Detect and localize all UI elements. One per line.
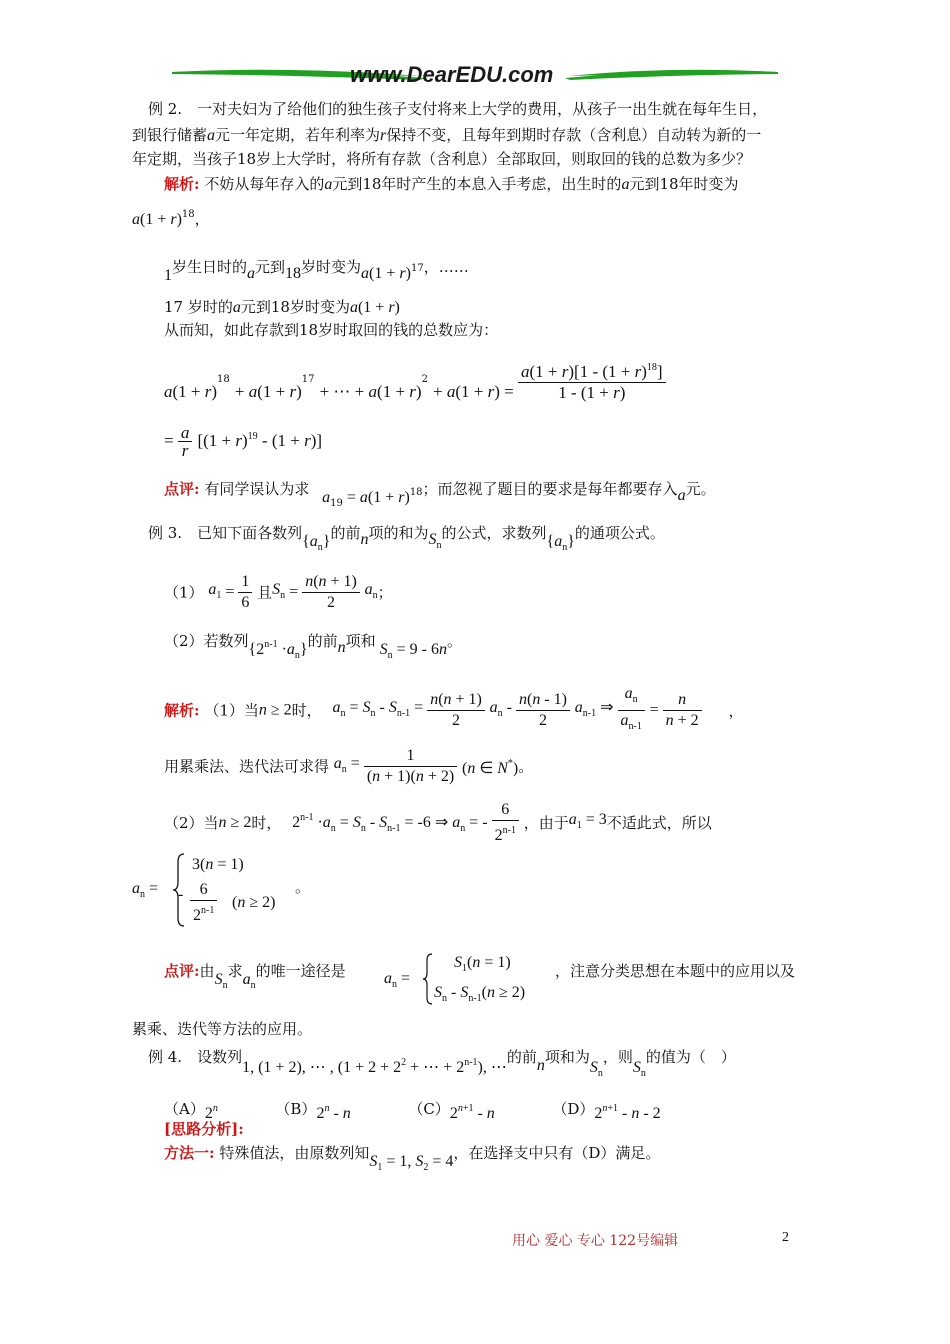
ex3-p2-c: 项和 xyxy=(345,632,376,650)
ex3-line1-d: 的公式，求数列 xyxy=(441,524,547,542)
ex3-line1: 例 3. 已知下面各数列$\{a_n\}$的前n项的和为$S_n$的公式，求数列$\{a_n\}$的通项公式。 xyxy=(148,524,665,553)
ex2-line-b2: 元到 xyxy=(255,258,286,276)
ex2-conclude: 从而知，如此存款到18岁时取回的钱的总数应为： xyxy=(164,321,499,339)
var-r: r xyxy=(380,127,387,144)
header-logo xyxy=(170,58,780,94)
var-a: a xyxy=(207,127,216,144)
ex2-line17-b: 元到18岁时变为 xyxy=(240,298,350,316)
ex3-dianping-d: ，注意分类思想在本题中的应用以及 xyxy=(555,962,796,980)
sum-result: = $\frac{a}{r}$ $[(1 + r)^{19} - (1 + r)]$ xyxy=(164,423,323,460)
ex2-jiexi-a: 不妨从每年存入的 xyxy=(204,175,325,193)
ellipsis: ，…… xyxy=(423,258,469,276)
ex2-jiexi: 解析: 不妨从每年存入的a元到18年时产生的本息入手考虑，出生时的a元到18年时变为 xyxy=(164,175,739,193)
ex3-p2-sol-a: （2）当 xyxy=(164,814,219,832)
method1-b: ，在选择支中只有（D）满足。 xyxy=(453,1144,661,1162)
ex3-line1-a: 例 3. 已知下面各数列 xyxy=(148,524,303,542)
footer-text: 用心 爱心 专心 122号编辑 xyxy=(512,1233,679,1249)
ex4-options: （A）2$^n$ （B）2$^n$ - n $(C)2^{n+1}$ - n $(D)2^{n+1}$ - n - 2 xyxy=(164,1100,661,1122)
logo-text: www.DearEDU.com xyxy=(350,62,554,87)
analysis-label: [思路分析]: xyxy=(164,1120,244,1138)
ex2-line2 xyxy=(132,124,761,147)
method1-a: 特殊值法，由原数列知 xyxy=(219,1144,370,1162)
ex3-p1-label: （1） xyxy=(164,583,204,602)
ex3-iter: 用累乘法、迭代法可求得 $a_n$ = $\frac{1}{(n + 1)(n + 2)}$ (n ∈ N*)。 xyxy=(164,747,534,785)
ex3-line1-e: 的通项公式。 xyxy=(574,524,665,542)
ex3-p2: （2）若数列$\{2^{n-1} \cdot a_n\}$的前n项和 $S_n = 9 - 6n$。 xyxy=(164,632,462,661)
ex2-jiexi-c: 元到18年时变为 xyxy=(629,175,739,193)
ex3-dianping-b: 求 xyxy=(227,962,243,980)
ex3-p2-b: 的前 xyxy=(307,632,338,650)
ex3-jiexi-1: （1）当 xyxy=(204,701,259,720)
ex3-jiexi-label: 解析: xyxy=(164,701,200,720)
ex2-jiexi-b: 元到18年时产生的本息入手考虑，出生时的 xyxy=(332,175,622,193)
ex3-dianping-c: 的唯一途径是 xyxy=(255,962,346,980)
ex3-line1-c: 项的和为 xyxy=(368,524,429,542)
ex3-p1-and: 且 xyxy=(257,583,273,602)
piecewise-an: $a_n$ = 3(n = 1) - $\frac{6}{2^{n-1}}$ (n ≥ 2) xyxy=(132,850,332,930)
ex2-line-b3: 岁时变为 xyxy=(301,258,362,276)
ex2-line2-c: 保持不变，且每年到期时存款（含利息）自动转为新的一 xyxy=(386,126,762,144)
option-a: （A） xyxy=(164,1100,205,1118)
ex2-dianping-c: 元。 xyxy=(685,480,716,498)
ex4-line1-a: 例 4. 设数列 xyxy=(148,1048,243,1066)
ex4-line1-d: ，则 xyxy=(602,1048,633,1066)
ex3-dianping: 点评:由$S_n$求$a_n$的唯一途径是 xyxy=(164,962,346,991)
option-c: （C） xyxy=(408,1100,450,1118)
jiexi-label: 解析: xyxy=(164,175,200,193)
ex3-dianping-label: 点评: xyxy=(164,962,200,980)
ex3-jiexi: 解析: （1）当n ≥ 2时， $a_n = S_n - S_{n-1}$ = $\frac{n(n + 1)}{2}$ $a_n$ - $\frac{n(n - 1)}{2}$ $a_{n-1}$ ⇒ $\frac{a_n}{a_{n-1}}$ = $\frac{n}{n + 2}$ ， xyxy=(164,685,744,732)
ex3-p2-label: （2）若数列 xyxy=(164,632,249,650)
left-brace-icon xyxy=(422,952,434,1006)
ex3-p2-sol-d: 不适此式，所以 xyxy=(606,814,712,832)
sum-formula: $a(1 + r)^{18} + a(1 + r)^{17}$ + ⋯ + $a(1 + r)^2 + a(1 + r)$ = $\frac{a(1 + r)[1 - (1 + r)^{18}]}{1 - (1 + r)}$ xyxy=(164,358,666,403)
ex2-line2-b: 元一年定期，若年利率为 xyxy=(215,126,381,144)
dianping-label: 点评: xyxy=(164,480,200,498)
ex2-line3: 年定期，当孩子18岁上大学时，将所有存款（含利息）全部取回，则取回的钱的总数为多少？ xyxy=(132,150,752,168)
ex2-dianping-b: ；而忽视了题目的要求是每年都要存入 xyxy=(422,480,678,498)
ex3-line1-b: 的前 xyxy=(330,524,361,542)
ex3-jiexi-time: 时， xyxy=(291,701,322,720)
method1-label: 方法一: xyxy=(164,1144,215,1162)
formula-a1r18: $a(1 + r)^{18}$， xyxy=(132,209,210,228)
ex4-line1-b: 的前 xyxy=(506,1048,537,1066)
ex4-method1: 方法一: 特殊值法，由原数列知$S_1 = 1$, $S_2 = 4$，在选择支中只有（D）满足。 xyxy=(164,1144,661,1173)
ex2-line-b1: 岁生日时的 xyxy=(172,258,248,276)
page-number: 2 xyxy=(782,1230,789,1245)
ex2-dianping-a: 有同学误认为求 xyxy=(204,480,310,498)
ex3-dianping-a: 由 xyxy=(199,962,215,980)
piecewise-sn: $a_n$ = $S_1(n = 1)$ $S_n - S_{n-1}(n \ge 2)$ xyxy=(384,954,526,1004)
option-b: （B） xyxy=(275,1100,317,1118)
ex4-line1-c: 项和为 xyxy=(544,1048,590,1066)
period: 。 xyxy=(295,878,311,896)
ex2-line2-a: 到银行储蓄 xyxy=(132,126,208,144)
ex2-line1: 例 2. 一对夫妇为了给他们的独生孩子支付将来上大学的费用，从孩子一出生就在每年生日， xyxy=(148,100,768,118)
ex3-dianping-e: 累乘、迭代等方法的应用。 xyxy=(132,1020,313,1038)
ex2-dianping: 点评: 有同学误认为求 $a_{19} = a(1 + r)^{18}$；而忽视了题目的要求是每年都要存入a元。 xyxy=(164,480,716,509)
ex4-line1-e: 的值为（ ） xyxy=(645,1048,736,1066)
ex3-p2-sol: （2）当n ≥ 2时， $2^{n-1} \cdot a_n = S_n - S_{n-1} = -6$ ⇒ $a_n$ = - $\frac{6}{2^{n-1}}$ ，由于$a_1 = 3$不适此式，所以 xyxy=(164,801,712,844)
ex2-line17: 17 岁时的a元到18岁时变为a(1 + r) xyxy=(164,298,400,316)
ex2-line17-a: 17 岁时的 xyxy=(164,298,233,316)
ex3-p2-sol-c: ，由于 xyxy=(523,814,569,832)
ex3-iter-text: 用累乘法、迭代法可求得 xyxy=(164,757,330,776)
ex4-line1: 例 4. 设数列1, (1 + 2), ⋯ , ($1 + 2 + 2^2$ + ⋯ + $2^{n-1}$), ⋯的前n项和为$S_n$，则$S_n$的值为（ ） xyxy=(148,1048,736,1079)
ex2-line-b: 1岁生日时的a元到18岁时变为$a(1 + r)^{17}$，…… xyxy=(164,258,469,284)
ex3-p1: （1） $a_1$ = $\frac{1}{6}$ 且$S_n$ = $\frac{n(n + 1)}{2}$ $a_n$； xyxy=(164,573,393,611)
ex3-p2-sol-b: 时， xyxy=(251,814,282,832)
option-d: （D） xyxy=(552,1100,595,1118)
